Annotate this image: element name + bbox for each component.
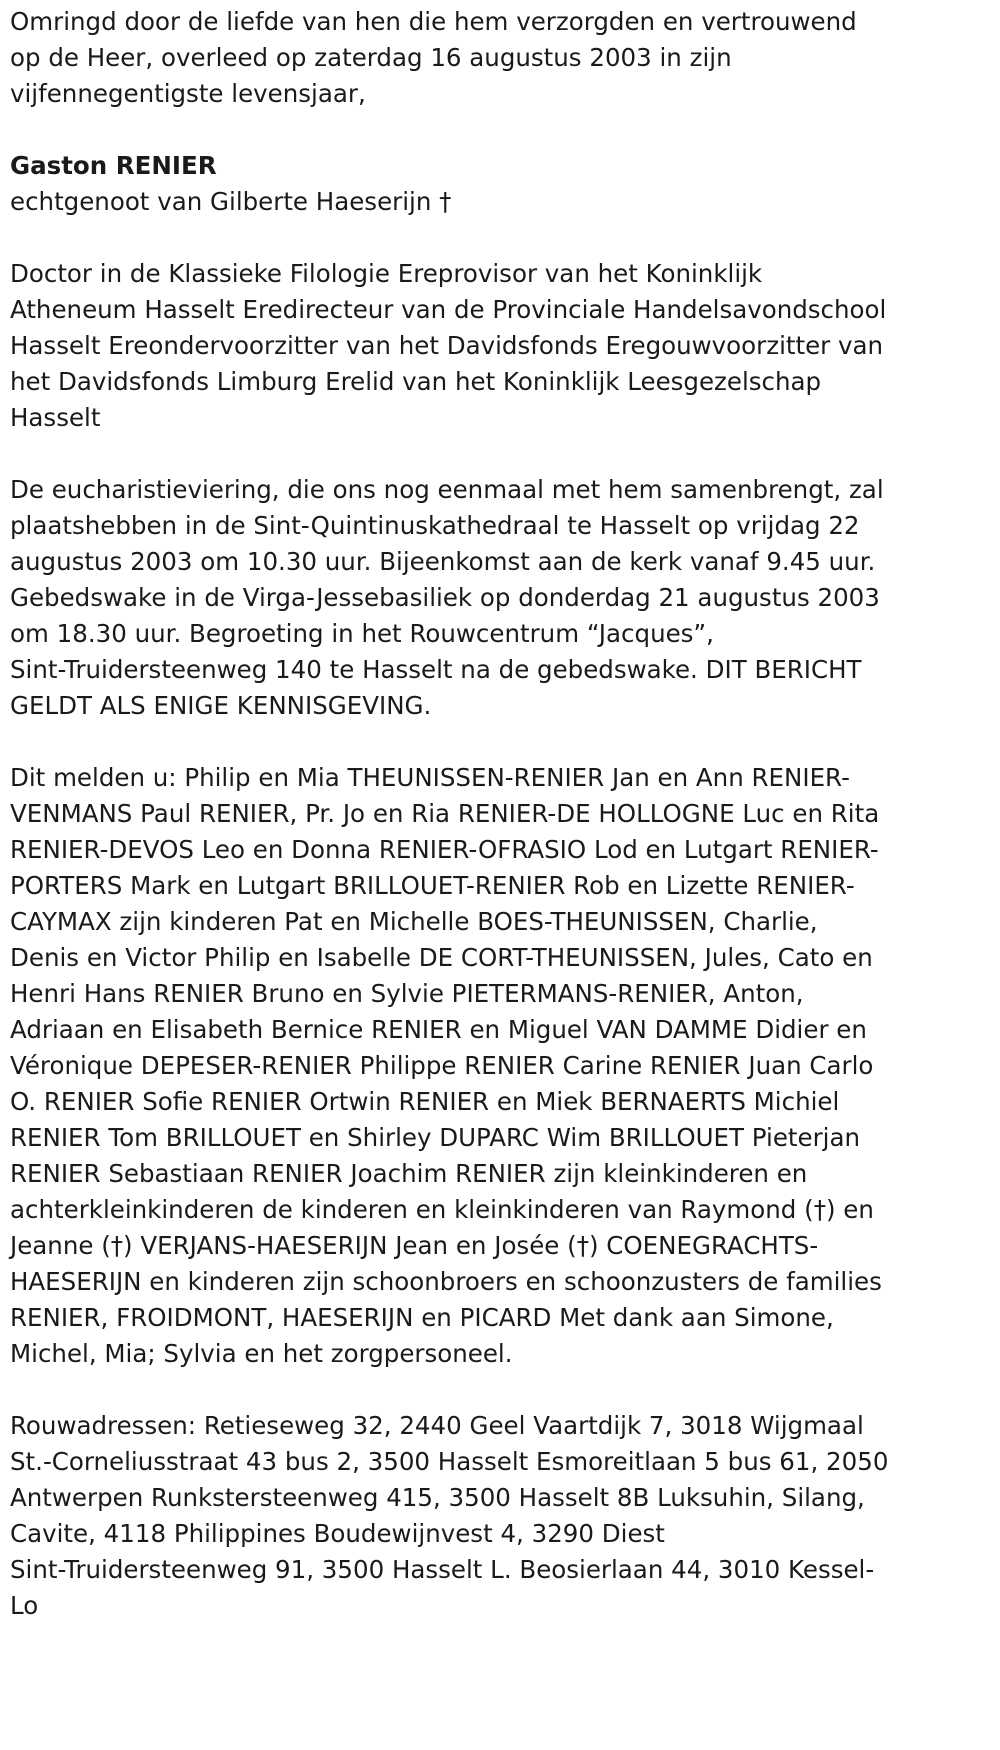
intro-paragraph: Omringd door de liefde van hen die hem verzorgden en vertrouwend op de Heer, overleed op zaterdag 16 augustus 2003 in zijn vijfennegentigste levensjaar, [10, 7, 857, 108]
family-paragraph: Dit melden u: Philip en Mia THEUNISSEN-RENIER Jan en Ann RENIER-VENMANS Paul RENIER, Pr. Jo en Ria RENIER-DE HOLLOGNE Luc en Rita RENIER-DEVOS Leo en Donna RENIER-OFRASIO Lod en Lutgart RENIER-PORTERS Mark en Lutgart BRILLOUET-RENIER Rob en Lizette RENIER-CAYMAX zijn kinderen Pat en Michelle BOES-THEUNISSEN, Charlie, Denis en Victor Philip en Isabelle DE CORT-THEUNISSEN, Jules, Cato en Henri Hans RENIER Bruno en Sylvie PIETERMANS-RENIER, Anton, Adriaan en Elisabeth Bernice RENIER en Miguel VAN DAMME Didier en Véronique DEPESER-RENIER Philippe RENIER Carine RENIER Juan Carlo O. RENIER Sofie RENIER Ortwin RENIER en Miek BERNAERTS Michiel RENIER Tom BRILLOUET en Shirley DUPARC Wim BRILLOUET Pieterjan RENIER Sebastiaan RENIER Joachim RENIER zijn kleinkinderen en achterkleinkinderen de kinderen en kleinkinderen van Raymond (†) en Jeanne (†) VERJANS-HAESERIJN Jean en Josée (†) COENEGRACHTS-HAESERIJN en kinderen zijn schoonbroers en schoonzusters de families RENIER, FROIDMONT, HAESERIJN en PICARD Met dank aan Simone, Michel, Mia; Sylvia en het zorgpersoneel. [10, 763, 882, 1368]
addresses-paragraph: Rouwadressen: Retieseweg 32, 2440 Geel Vaartdijk 7, 3018 Wijgmaal St.-Corneliusstraat 43 bus 2, 3500 Hasselt Esmoreitlaan 5 bus 61, 2050 Antwerpen Runkstersteenweg 415, 3500 Hasselt 8B Luksuhin, Silang, Cavite, 4118 Philippines Boudewijnvest 4, 3290 Diest Sint-Truidersteenweg 91, 3500 Hasselt L. Beosierlaan 44, 3010 Kessel-Lo [10, 1411, 889, 1620]
spouse-line: echtgenoot van Gilberte Haeserijn † [10, 187, 452, 216]
ceremony-paragraph: De eucharistieviering, die ons nog eenmaal met hem samenbrengt, zal plaatshebben in de Sint-Quintinuskathedraal te Hasselt op vrijdag 22 augustus 2003 om 10.30 uur. Bijeenkomst aan de kerk vanaf 9.45 uur. Gebedswake in de Virga-Jessebasiliek op donderdag 21 augustus 2003 om 18.30 uur. Begroeting in het Rouwcentrum “Jacques”, Sint-Truidersteenweg 140 te Hasselt na de gebedswake. DIT BERICHT GELDT ALS ENIGE KENNISGEVING. [10, 475, 884, 720]
obituary-notice [10, 4, 890, 1660]
titles-paragraph: Doctor in de Klassieke Filologie Ereprovisor van het Koninklijk Atheneum Hasselt Eredirecteur van de Provinciale Handelsavondschool Hasselt Ereondervoorzitter van het Davidsfonds Eregouwvoorzitter van het Davidsfonds Limburg Erelid van het Koninklijk Leesgezelschap Hasselt [10, 259, 887, 432]
deceased-name: Gaston RENIER [10, 151, 217, 180]
